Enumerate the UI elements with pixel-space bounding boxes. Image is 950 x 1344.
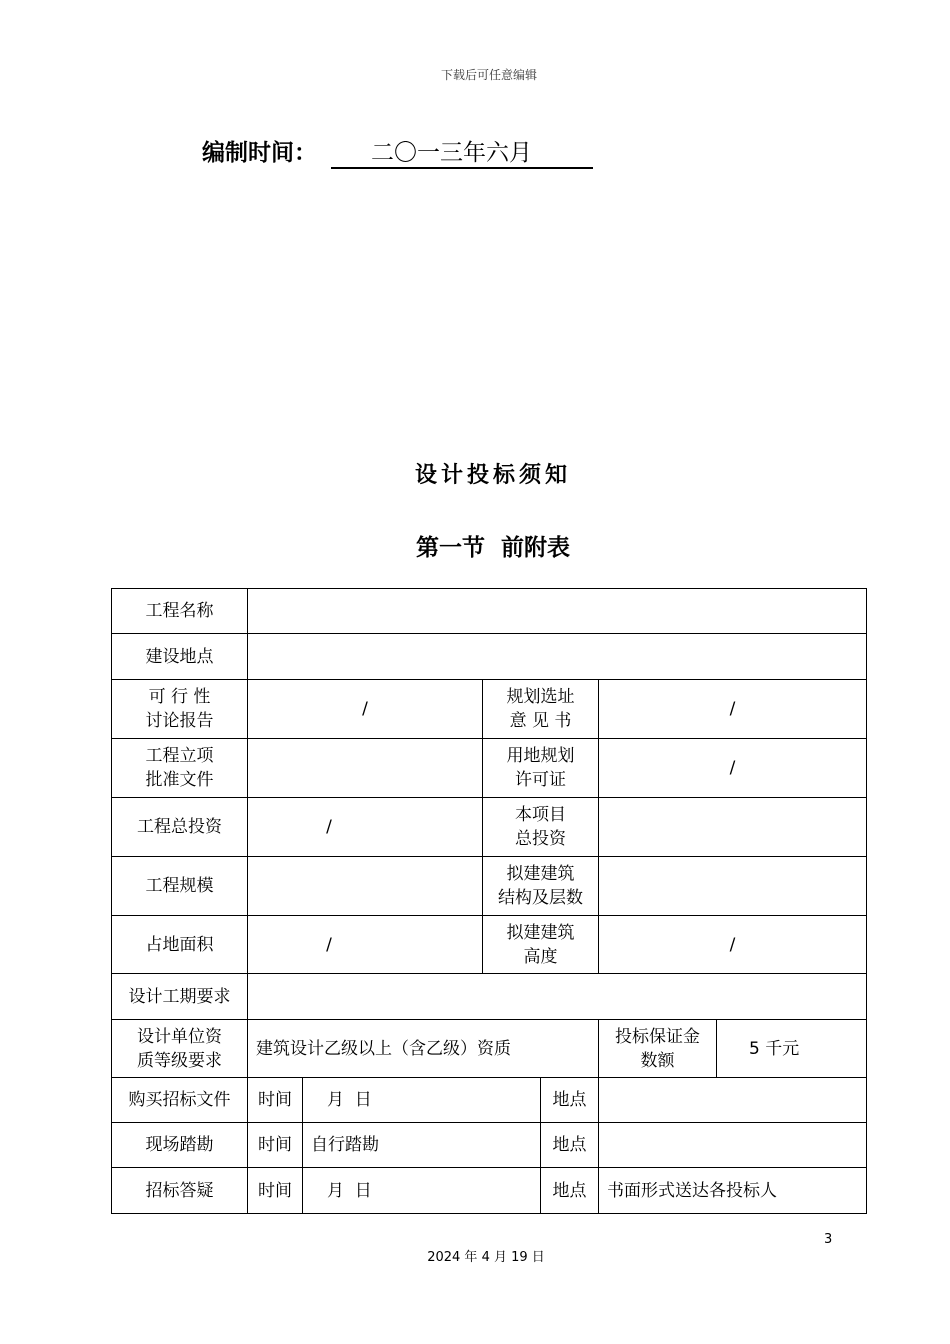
site-opinion-value: / (599, 680, 867, 739)
approval-label: 工程立项 批准文件 (112, 739, 248, 798)
header-note: 下载后可任意编辑 (440, 68, 537, 82)
purchase-place-label: 地点 (541, 1078, 599, 1123)
purchase-time-label: 时间 (248, 1078, 303, 1123)
table-row (112, 1168, 867, 1214)
table-row (112, 680, 867, 739)
survey-time-label: 时间 (248, 1123, 303, 1168)
purchase-place-value (599, 1078, 867, 1123)
qa-label: 招标答疑 (112, 1168, 248, 1214)
period-value (248, 974, 867, 1020)
bond-label: 投标保证金 数额 (599, 1020, 717, 1078)
project-name-value (248, 589, 867, 634)
footer-date: 2024 年 4 月 19 日 (427, 1250, 545, 1265)
qa-time-label: 时间 (248, 1168, 303, 1214)
compile-time-value: 二〇一三年六月 (331, 139, 593, 169)
table-row (112, 974, 867, 1020)
document-title: 设计投标须知 (414, 463, 571, 488)
approval-value (248, 739, 483, 798)
project-name-label: 工程名称 (112, 589, 248, 634)
height-value: / (599, 916, 867, 974)
survey-place-value (599, 1123, 867, 1168)
compile-time-label: 编制时间： (202, 140, 317, 166)
location-value (248, 634, 867, 680)
qa-place-value: 书面形式送达各投标人 (599, 1168, 867, 1214)
area-value: / (248, 916, 483, 974)
height-label: 拟建建筑 高度 (483, 916, 599, 974)
area-label: 占地面积 (112, 916, 248, 974)
structure-label: 拟建建筑 结构及层数 (483, 857, 599, 916)
survey-place-label: 地点 (541, 1123, 599, 1168)
location-label: 建设地点 (112, 634, 248, 680)
qa-time-value: 月 日 (303, 1168, 541, 1214)
table-row (112, 798, 867, 857)
site-opinion-label: 规划选址 意 见 书 (483, 680, 599, 739)
qa-place-label: 地点 (541, 1168, 599, 1214)
compile-time-line (202, 134, 593, 169)
scale-label: 工程规模 (112, 857, 248, 916)
section-title: 第一节 前附表 (415, 535, 570, 561)
qualification-label: 设计单位资 质等级要求 (112, 1020, 248, 1078)
purchase-time-value: 月 日 (303, 1078, 541, 1123)
period-label: 设计工期要求 (112, 974, 248, 1020)
structure-value (599, 857, 867, 916)
annex-table (111, 588, 867, 1214)
survey-time-value: 自行踏勘 (303, 1123, 541, 1168)
table-row (112, 634, 867, 680)
qualification-value: 建筑设计乙级以上（含乙级）资质 (248, 1020, 599, 1078)
table-row (112, 1123, 867, 1168)
feasibility-value: / (248, 680, 483, 739)
total-invest-label: 工程总投资 (112, 798, 248, 857)
total-invest-value: / (248, 798, 483, 857)
land-permit-label: 用地规划 许可证 (483, 739, 599, 798)
purchase-label: 购买招标文件 (112, 1078, 248, 1123)
table-row (112, 1020, 867, 1078)
table-row (112, 857, 867, 916)
bond-value: 5 千元 (717, 1020, 867, 1078)
land-permit-value: / (599, 739, 867, 798)
table-row (112, 916, 867, 974)
table-row (112, 1078, 867, 1123)
feasibility-label: 可 行 性 讨论报告 (112, 680, 248, 739)
survey-label: 现场踏勘 (112, 1123, 248, 1168)
scale-value (248, 857, 483, 916)
table-row (112, 739, 867, 798)
item-invest-label: 本项目 总投资 (483, 798, 599, 857)
item-invest-value (599, 798, 867, 857)
table-row (112, 589, 867, 634)
page-number: 3 (824, 1232, 833, 1247)
